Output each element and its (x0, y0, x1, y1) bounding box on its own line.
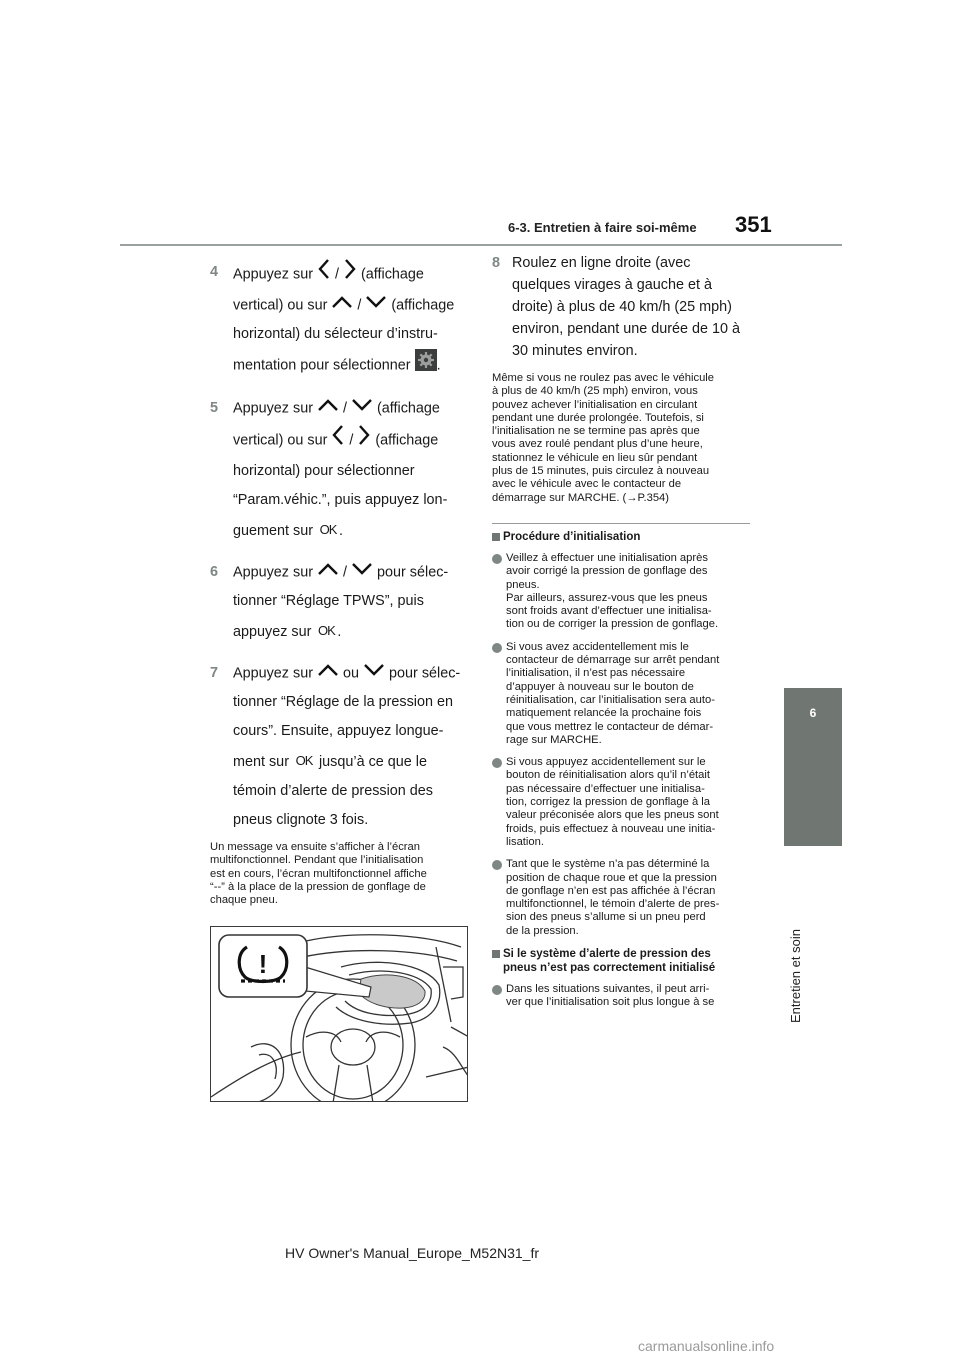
chevron-down-icon (363, 659, 385, 688)
step-text: appuyez sur (233, 623, 316, 640)
step-line (233, 717, 472, 746)
heading-line: Si le système d’alerte de pression des (503, 947, 711, 960)
chapter-label (786, 848, 804, 1028)
bullet-line: de gonflage n’en est pas affichée à l’écran (506, 884, 716, 897)
step-5 (210, 394, 472, 545)
bullet-line: tion ou de corriger la pression de gonflage. (506, 618, 719, 631)
step-line (233, 320, 472, 349)
square-bullet-icon (492, 533, 500, 541)
bullet-line: sont froids avant d’effectuer une initialisa- (506, 605, 712, 618)
bullet-item (492, 552, 750, 632)
step-text: ou (339, 665, 364, 682)
chapter-number: 6 (809, 706, 817, 720)
note-line: démarrage sur MARCHE. (→P.354) (492, 491, 669, 504)
step-line (233, 746, 472, 777)
step-text: . (337, 623, 342, 640)
step-text: pour sélec- (385, 665, 461, 682)
bullet-item (492, 641, 750, 747)
bullet-line: position de chaque roue et que la pression (506, 871, 717, 884)
bullet-line: valeur préconisée alors que les pneus sont (506, 809, 719, 822)
chevron-right-icon (357, 424, 371, 457)
step-number: 5 (210, 400, 219, 417)
bullet-line: tion, corrigez la pression de gonflage à la (506, 796, 710, 809)
step-text: / (353, 297, 366, 314)
square-bullet-icon (492, 950, 500, 958)
step-line (233, 587, 472, 616)
round-bullet-icon (492, 985, 502, 995)
bullet-line: matiquement relancée la prochaine fois (506, 707, 702, 720)
note-line: Même si vous ne roulez pas avec le véhicule (492, 372, 714, 384)
note-line: multifonctionnel. Pendant que l’initialisation (210, 854, 424, 867)
round-bullet-icon (492, 860, 502, 870)
bullet-line: de la pression. (506, 924, 579, 937)
step-line (233, 424, 472, 457)
note-line: est en cours, l’écran multifonctionnel affiche (210, 867, 427, 880)
note-line: vous avez roulé pendant plus d’une heure, (492, 438, 703, 451)
step-text: . (339, 522, 343, 539)
step-line: droite) à plus de 40 km/h (25 mph) (512, 299, 732, 315)
step-line (233, 394, 472, 423)
chevron-up-icon (317, 394, 339, 423)
ok-button-icon: OK (319, 521, 337, 537)
step-text: horizontal) du sélecteur d’instru- (233, 326, 438, 343)
step-number: 7 (210, 664, 219, 681)
step-line: environ, pendant une durée de 10 à (512, 321, 741, 337)
bullet-line: avoir corrigé la pression de gonflage des (506, 565, 708, 578)
chevron-up-icon (317, 659, 339, 688)
procedure-bullet-list (492, 552, 750, 938)
step-text: (affichage (371, 431, 439, 448)
bullet-line: sion des pneus s’allume si un pneu perd (506, 911, 706, 924)
step-text: guement sur (233, 522, 317, 539)
step-text: vertical) ou sur (233, 431, 332, 448)
heading-line: pneus n’est pas correctement initialisé (503, 961, 716, 974)
step-text: tionner “Réglage de la pression en (233, 694, 453, 711)
step-text: ment sur (233, 754, 293, 771)
tpms-warning-callout (219, 935, 307, 997)
note-line: Un message va ensuite s’afficher à l’écran (210, 841, 420, 854)
step-line (233, 258, 472, 291)
bullet-line: d’appuyer à nouveau sur le bouton de (506, 680, 694, 693)
step-line (233, 777, 472, 806)
step-6 (210, 558, 472, 647)
step-text: . (436, 357, 441, 374)
round-bullet-icon (492, 643, 502, 653)
bullet-item (492, 858, 750, 938)
round-bullet-icon (492, 554, 502, 564)
chapter-label-text: Entretien et soin (788, 929, 803, 1023)
chevron-up-icon (317, 558, 339, 587)
step-line: quelques virages à gauche et à (512, 277, 713, 293)
step-text: “Param.véhic.”, puis appuyez lon- (233, 491, 448, 508)
step-text: / (339, 400, 351, 417)
bullet-line: multifonctionnel, le témoin d’alerte de pres- (506, 898, 720, 911)
bullet-line: Dans les situations suivantes, il peut arri- (506, 982, 710, 995)
left-column (210, 258, 472, 908)
step-line (233, 486, 472, 515)
step-line (233, 349, 472, 382)
step-text: Appuyez sur (233, 563, 317, 580)
ok-button-icon: OK (295, 753, 313, 769)
bullet-line: rage sur MARCHE. (506, 733, 602, 746)
step-text: / (345, 431, 358, 448)
step-text: (affichage (357, 266, 424, 283)
step-line: Roulez en ligne droite (avec (512, 255, 691, 271)
note-line: chaque pneu. (210, 894, 278, 907)
gear-icon (415, 349, 437, 382)
not-initialized-heading (492, 947, 750, 975)
bullet-item (492, 756, 750, 849)
step-text: vertical) ou sur (233, 297, 332, 314)
section-title: 6-3. Entretien à faire soi-même (508, 220, 697, 235)
step-text: témoin d’alerte de pression des (233, 783, 433, 800)
step-text: cours”. Ensuite, appuyez longue- (233, 723, 444, 740)
bullet-line: pas nécessaire d’effectuer une initialisa- (506, 782, 705, 795)
step-text: / (339, 563, 351, 580)
step-text: / (331, 266, 343, 283)
step-7-note (210, 841, 472, 907)
bullet-line: Si vous avez accidentellement mis le (506, 640, 689, 653)
section-divider (492, 523, 750, 524)
step-7 (210, 659, 472, 835)
bullet-line: contacteur de démarrage sur arrêt pendant (506, 654, 720, 667)
step-text: Appuyez sur (233, 266, 317, 283)
step-text: (affichage (373, 400, 440, 417)
dashboard-illustration (210, 926, 468, 1102)
step-line (233, 659, 472, 688)
step-text: mentation pour sélectionner (233, 357, 415, 374)
bullet-line: lisation. (506, 835, 544, 848)
step-number: 6 (210, 563, 219, 580)
warning-glyph: ! (258, 949, 268, 979)
chevron-left-icon (331, 424, 345, 457)
note-line: pouvez achever l’initialisation en circulant (492, 398, 698, 411)
note-line: pendant une durée prolongée. Toutefois, si (492, 411, 704, 424)
bullet-item (492, 983, 750, 1010)
step-text: jusqu’à ce que le (314, 754, 427, 771)
procedure-heading: Procédure d’initialisation (492, 530, 750, 544)
step-8-text (512, 252, 750, 362)
chevron-left-icon (317, 258, 331, 291)
not-initialized-bullet-list (492, 983, 750, 1010)
note-line: à plus de 40 km/h (25 mph) environ, vous (492, 385, 698, 398)
step-8-note (492, 372, 750, 505)
chevron-right-icon (343, 258, 357, 291)
step-4 (210, 258, 472, 382)
chevron-up-icon (331, 291, 353, 320)
note-line: stationnez le véhicule en lieu sûr pendant (492, 451, 698, 464)
step-text: pneus clignote 3 fois. (233, 812, 369, 829)
footer-manual-id: HV Owner's Manual_Europe_M52N31_fr (285, 1245, 540, 1261)
step-text: horizontal) pour sélectionner (233, 462, 415, 479)
chevron-down-icon (351, 558, 373, 587)
bullet-line: froids, puis effectuez à nouveau une initia- (506, 822, 716, 835)
step-line: 30 minutes environ. (512, 343, 638, 359)
step-line (233, 806, 472, 835)
bullet-line: Tant que le système n’a pas déterminé la (506, 858, 710, 871)
header-rule (120, 244, 842, 246)
bullet-line: Si vous appuyez accidentellement sur le (506, 756, 706, 769)
chevron-down-icon (365, 291, 387, 320)
bullet-line: Veillez à effectuer une initialisation après (506, 551, 708, 564)
step-text: Appuyez sur (233, 400, 317, 417)
bullet-line: bouton de réinitialisation alors qu’il n’était (506, 769, 710, 782)
bullet-line: Par ailleurs, assurez-vous que les pneus (506, 591, 708, 604)
note-line: l’initialisation ne se termine pas après que (492, 425, 700, 438)
step-line (233, 457, 472, 486)
note-line: avec le véhicule avec le contacteur de (492, 478, 682, 491)
bullet-line: que vous mettrez le contacteur de démar- (506, 720, 714, 733)
chapter-tab (784, 688, 842, 846)
step-8 (492, 252, 750, 362)
ok-button-icon: OK (318, 622, 335, 638)
step-line (233, 688, 472, 717)
note-line: “--” à la place de la pression de gonflage de (210, 881, 426, 894)
step-text: tionner “Réglage TPWS”, puis (233, 592, 424, 609)
step-number: 8 (492, 255, 501, 271)
step-text: Appuyez sur (233, 665, 317, 682)
note-line: plus de 15 minutes, puis circulez à nouveau (492, 465, 710, 478)
step-line (233, 558, 472, 587)
chevron-down-icon (351, 394, 373, 423)
bullet-line: pneus. (506, 578, 540, 591)
step-line (233, 616, 472, 647)
step-text: (affichage (387, 297, 455, 314)
bullet-line: ver que l’initialisation soit plus longue à se (506, 996, 715, 1009)
right-column (492, 252, 750, 1019)
step-text: pour sélec- (373, 563, 449, 580)
dashboard-drawing (211, 927, 468, 1102)
step-number: 4 (210, 264, 219, 280)
bullet-line: l’initialisation, il n’est pas nécessaire (506, 667, 686, 680)
round-bullet-icon (492, 758, 502, 768)
bullet-line: réinitialisation, car l’initialisation sera auto- (506, 693, 715, 706)
step-line (233, 291, 472, 320)
watermark: carmanualsonline.info (638, 1338, 775, 1354)
step-line (233, 515, 472, 546)
step-list (210, 258, 472, 835)
page-number: 351 (735, 212, 772, 237)
